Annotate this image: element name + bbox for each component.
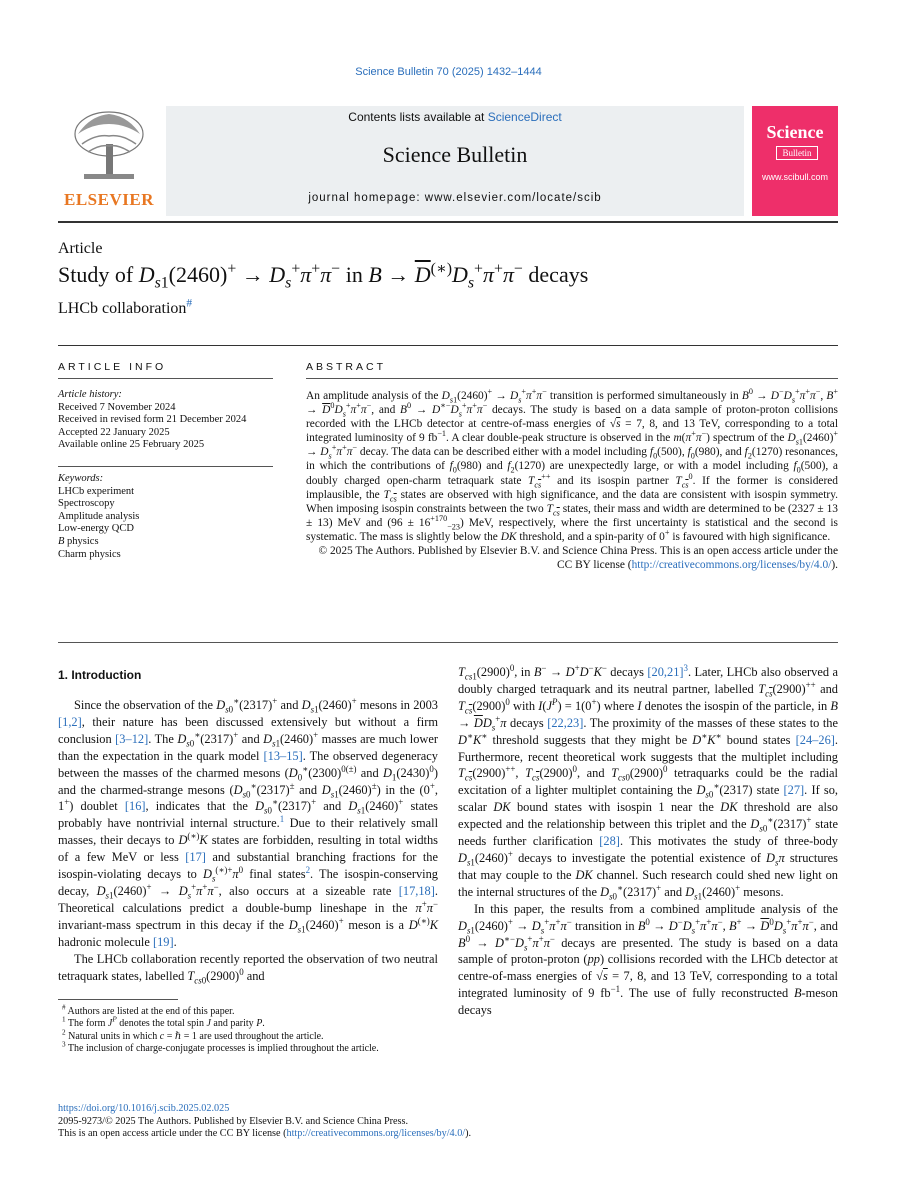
elsevier-logo: ELSEVIER [58,106,160,216]
journal-header [58,106,838,216]
journal-banner [166,106,744,216]
footnote: $^3$ The inclusion of charge-conjugate processes is implied throughout the article. [62,1040,379,1054]
abstract-rule [306,378,838,379]
journal-homepage[interactable]: journal homepage: www.elsevier.com/locate/scib [308,192,602,204]
article-info-rule [58,378,273,379]
header-rule [58,221,838,223]
keyword-item: LHCb experiment [58,485,135,497]
contents-line: Contents lists available at ScienceDirect [348,110,562,124]
abstract-bottom-rule [58,642,838,643]
keyword-item: Charm physics [58,548,121,560]
abstract-text: An amplitude analysis of the $D_{s1}(2460)^+ \to D_s^+\pi^+\pi^-$ transition is performed simultaneously in $B^0 \to D^-D_s^+\pi^+\pi^-$, $B^+ \to \overline{D}^0D_s^+\pi^+\pi^-$, and $B^0 \to D^{∗-}D_s^+\pi^+\pi^-$ decays. The study is based on a data sample of proton-proton collisions recorded with the LHCb detector at centre-of-mass energies of √s = 7, 8, and 13 TeV, corresponding to a total integrated luminosity of 9 $fb^{-1}$. A clear double-peak structure is observed in the m(π+π−) spectrum of the $D_{s1}(2460)^+ \to D_s^+\pi^+\pi^-$ decay. The data can be described either with a model including $f_0(500)$, $f_0(980)$, and $f_2(1270)$ resonances, in which the contributions of $f_0(980)$ and $f_2(1270)$ are unexpectedly large, or with a model including $f_0(500)$, a doubly charged open-charm tetraquark state $T_{c\overline{s}}^{++}$ and its isospin partner $T_{c\overline{s}}^0$. If the former is considered implausible, the $T_{c\overline{s}}$ states are observed with high significance, and the data are consistent with isospin symmetry. When imposing isospin constraints between the two $T_{c\overline{s}}$ states, their mass and width are determined to be (2327 ± 13 ± 13) MeV and $(96 \pm 16^{+170}_{-23})$ MeV, respectively, where the first uncertainty is statistical and the second is systematic. The mass is slightly below the DK threshold, and a spin-parity of 0+ is favoured with high significance. [306,387,839,543]
body-paragraph: In this paper, the results from a combined amplitude analysis of the $D_{s1}(2460)^+ \to D_s^+\pi^+\pi^-$ transition in $B^0 \to D^-D_s^+\pi^+\pi^-$, $B^+ \to \overline{D}^0D_s^+\pi^+\pi^-$, and $B^0 \to D^{∗-}D_s^+\pi^+\pi^-$ decays are presented. The study is based on a data sample of proton-proton (pp) collisions recorded with the LHCb detector at centre-of-mass energies of √s = 7, 8, and 13 TeV, corresponding to a total integrated luminosity of 9 $fb^{-1}$. The use of fully reconstructed B-meson decays [458,901,839,1018]
history-item: Received 7 November 2024 [58,401,176,413]
license-link-bottom[interactable]: http://creativecommons.org/licenses/by/4.0/ [286,1128,466,1140]
keywords-rule [58,466,273,467]
author-line: LHCb collaboration# [58,297,193,317]
article-title: Study of $D_{s1}(2460)^+ \to D_s^+\pi^+\pi^-$ in $B \to \overline{D}^{(∗)}D_s^+\pi^+\pi^-$ decays [58,260,589,292]
keywords: Keywords: LHCb experiment Spectroscopy Amplitude analysis Low-energy QCD B physics Charm physics [58,473,273,561]
footnote: $^2$ Natural units in which c = ℏ = 1 are used throughout the article. [62,1028,324,1042]
section-heading-introduction: 1. Introduction [58,668,142,682]
keyword-item: Spectroscopy [58,498,115,510]
abstract [306,389,838,572]
history-item: Accepted 22 January 2025 [58,426,170,438]
publication-info [58,1103,838,1141]
keyword-item: Low-energy QCD [58,523,134,535]
license-line: This is an open access article under the CC BY license (http://creativecommons.org/licenses/by/4.0/). [58,1128,472,1140]
keyword-item: Amplitude analysis [58,510,140,522]
left-column [58,697,438,984]
footnote: # Authors are listed at the end of this paper. [62,1003,235,1017]
license-link[interactable]: http://creativecommons.org/licenses/by/4.0/ [631,559,832,572]
history-item: Received in revised form 21 December 2024 [58,414,247,426]
body-paragraph: Since the observation of the $D_{s0}^∗(2317)^+$ and $D_{s1}(2460)^+$ mesons in 2003 [1,2], their nature has been discussed extensively but without a firm conclusion [3–12]. The $D_{s0}^∗(2317)^+$ and $D_{s1}(2460)^+$ masses are much lower than the expectation in the quark model [13–15]. The observed degeneracy between the masses of the charmed mesons ($D_0^∗(2300)^{0(\pm)}$ and $D_1(2430)^0$) and the charmed-strange mesons ($D_{s0}^∗(2317)^\pm$ and $D_{s1}(2460)^\pm$) in the (0+, 1+) doublet [16], indicates that the $D_{s0}^∗(2317)^+$ and $D_{s1}(2460)^+$ states probably have nontrivial internal structure.$^1$ Due to their relatively small masses, their decays to D(∗)K states are forbidden, resulting in total widths of a few MeV or less [17] and substantial branching fractions for the isospin-violating decays to $D_s^{(∗)+}\pi^0$ final states$^2$. The isospin-conserving decay, $D_{s1}(2460)^+ \to D_s^+\pi^+\pi^-$, also occurs at a sizeable rate [17,18]. Theoretical calculations predict a double-bump lineshape in the π+π− invariant-mass spectrum in this decay if the $D_{s1}(2460)^+$ meson is a D(∗)K hadronic molecule [19]. [58,695,439,949]
abstract-heading: ABSTRACT [306,361,387,373]
history-item: Available online 25 February 2025 [58,439,205,451]
body-paragraph: The LHCb collaboration recently reported the observation of two neutral tetraquark states, labelled $T_{cs0}(2900)^0$ and [58,951,438,985]
journal-cover: Science Bulletin www.scibull.com [752,106,838,216]
title-rule [58,345,838,346]
footnote-rule [58,999,178,1000]
article-type: Article [58,240,103,257]
footnote: $^1$ The form $J^P$ denotes the total spin J and parity P. [62,1015,265,1030]
body-paragraph: $T_{cs1}(2900)^0$, in B− → D+D−K− decays $[20,21]^3$. Later, LHCb also observed a doubly charged tetraquark and its neutral partner, labelled $T_{c\overline{s}}(2900)^{++}$ and $T_{c\overline{s}}(2900)^0$ with $I(J^P) = 1(0^+)$ where I denotes the isospin of the particle, in $B \to \overline{D}D_s^+\pi$ decays [22,23]. The proximity of the masses of these states to the D∗K∗ threshold suggests that they might be D∗K∗ bound states [24–26]. Furthermore, recent theoretical work suggests that the multiplet including $T_{c\overline{s}}(2900)^{++}$, $T_{c\overline{s}}(2900)^0$, and $T_{cs0}(2900)^0$ tetraquarks could be the radial excitation of a lighter multiplet containing the $D_{s0}^∗(2317)$ state [27]. If so, scalar DK bound states with isospin 1 near the DK threshold are also expected and the relationship between this triplet and the $D_{s0}^∗(2317)^+$ state needs further clarification [28]. This motivates the study of three-body $D_{s1}(2460)^+$ decays to investigate the potential existence of $D_s\pi$ structures that may couple to the DK channel. Such research could shed new light on the internal structures of the $D_{s0}^∗(2317)^+$ and $D_{s1}(2460)^+$ mesons. [458,662,839,902]
author-footnote-mark[interactable]: # [186,297,193,310]
sciencedirect-link[interactable]: ScienceDirect [487,110,562,124]
journal-title: Science Bulletin [382,142,528,167]
article-history: Article history: Received 7 November 2024 Received in revised form 21 December 2024 Accepted 22 January 2025 Available online 25 February 2025 [58,389,273,452]
right-column [458,664,838,1019]
issn-line: 2095-9273/© 2025 The Authors. Published by Elsevier B.V. and Science China Press. [58,1115,409,1127]
doi-link[interactable]: https://doi.org/10.1016/j.scib.2025.02.025 [58,1103,230,1114]
abstract-copyright: © 2025 The Authors. Published by Elsevier B.V. and Science China Press. This is an open access article under the CC BY license (http://creativecommons.org/licenses/by/4.0/). [318,545,838,572]
footnotes [58,1003,438,1055]
elsevier-tree-icon [70,110,148,182]
keyword-item: B physics [58,535,99,547]
journal-reference[interactable]: Science Bulletin 70 (2025) 1432–1444 [355,66,542,78]
article-info-heading: ARTICLE INFO [58,361,167,373]
